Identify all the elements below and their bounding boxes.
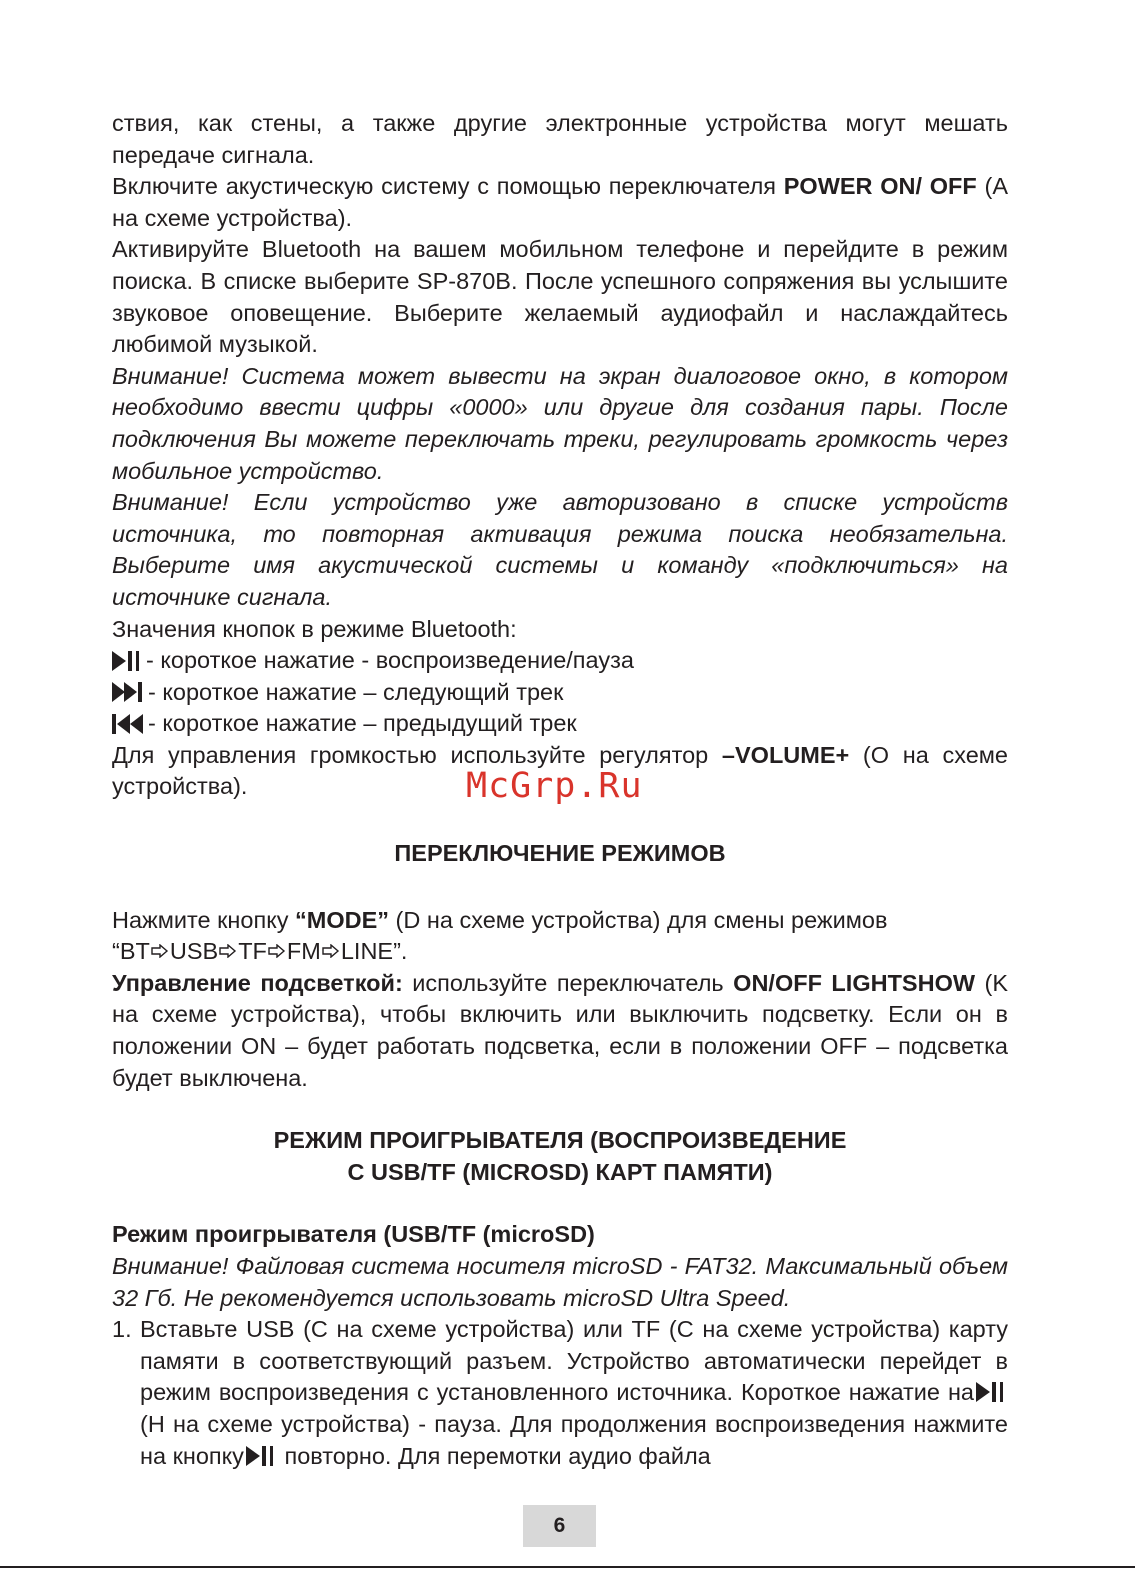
volume-control-label: –VOLUME+: [721, 741, 850, 768]
paragraph-power: Включите акустическую систему с помощью переключателя POWER ON/ OFF (A на схеме устройства).: [112, 173, 1008, 231]
play-pause-icon: [112, 651, 142, 671]
heading-player-mode: РЕЖИМ ПРОИГРЫВАТЕЛЯ (ВОСПРОИЗВЕДЕНИЕ С USB/TF (MICROSD) КАРТ ПАМЯТИ): [273, 1127, 847, 1185]
arrow-right-icon: [219, 944, 237, 958]
buttons-title: Значения кнопок в режиме Bluetooth:: [112, 615, 517, 642]
paragraph-mode: Нажмите кнопку “MODE” (D на схеме устройства) для смены режимов “BT USB TF FM LINE”.: [112, 906, 888, 965]
button-row-play-pause: - короткое нажатие - воспроизведение/пауза: [112, 645, 1008, 677]
page-number: 6: [523, 1505, 596, 1547]
play-pause-icon: [246, 1446, 276, 1466]
watermark: McGrp.Ru: [466, 766, 643, 806]
arrow-right-icon: [151, 944, 169, 958]
play-pause-icon: [976, 1382, 1006, 1402]
button-row-prev: - короткое нажатие – предыдущий трек: [112, 708, 1008, 740]
arrow-right-icon: [268, 944, 286, 958]
note-authorized: Внимание! Если устройство уже авторизовано в списке устройств источника, то повторная активация режима поиска необязательна. Выберите имя акустической системы и команду «подключиться» на источнике сигнала.: [112, 489, 1008, 610]
power-switch-label: POWER ON/ OFF: [783, 173, 977, 200]
paragraph-bluetooth: Активируйте Bluetooth на вашем мобильном телефоне и перейдите в режим поиска. В списке выберите SP-870B. После успешного сопряжения вы услышите звуковое оповещение. Выберите желаемый аудиофайл и наслаждайтесь любимой музыкой.: [112, 236, 1008, 358]
mode-button-label: “MODE”: [295, 906, 390, 933]
paragraph-signal: ствия, как стены, а также другие электронные устройства могут мешать передаче сигнала.: [112, 110, 1008, 168]
note-microsd: Внимание! Файловая система носителя microSD - FAT32. Максимальный объем 32 Гб. Не рекомендуется использовать microSD Ultra Speed.: [112, 1253, 1008, 1311]
lightshow-title: Управление подсветкой:: [112, 969, 403, 996]
lightshow-switch-label: ON/OFF LIGHTSHOW: [733, 969, 976, 996]
arrow-right-icon: [322, 944, 340, 958]
button-row-next: - короткое нажатие – следующий трек: [112, 677, 1008, 709]
paragraph-volume: Для управления громкостью используйте регулятор –VOLUME+ (О на схеме устройства).: [112, 741, 1008, 800]
list-number: 1.: [112, 1316, 132, 1343]
bottom-divider: [0, 1566, 1135, 1568]
paragraph-lightshow: Управление подсветкой: используйте переключатель ON/OFF LIGHTSHOW (K на схеме устройства), чтобы включить или выключить подсветку. Если он в положении ON – будет работать подсветка, если в положении OFF – подсветка будет выключена.: [112, 969, 1009, 1091]
prev-track-icon: [112, 714, 144, 734]
subheading-player: Режим проигрывателя (USB/TF (microSD): [112, 1221, 595, 1248]
next-track-icon: [112, 682, 144, 702]
note-pairing: Внимание! Система может вывести на экран диалоговое окно, в котором необходимо ввести цифры «0000» или другие для создания пары. После подключения Вы можете переключать треки, регулировать громкость через мобильное устройство.: [112, 362, 1008, 484]
list-item: [112, 1314, 1008, 1472]
list-item-text: Вставьте USB (C на схеме устройства) или TF (C на схеме устройства) карту памяти в соответствующий разъем. Устройство автоматически перейдет в режим воспроизведения с установленного источника. Короткое нажатие на(H на схеме устройства) - пауза. Для продолжения воспроизведения нажмите на кнопку повторно. Для перемотки аудио файла: [140, 1316, 1008, 1469]
heading-mode-switching: ПЕРЕКЛЮЧЕНИЕ РЕЖИМОВ: [394, 840, 726, 867]
